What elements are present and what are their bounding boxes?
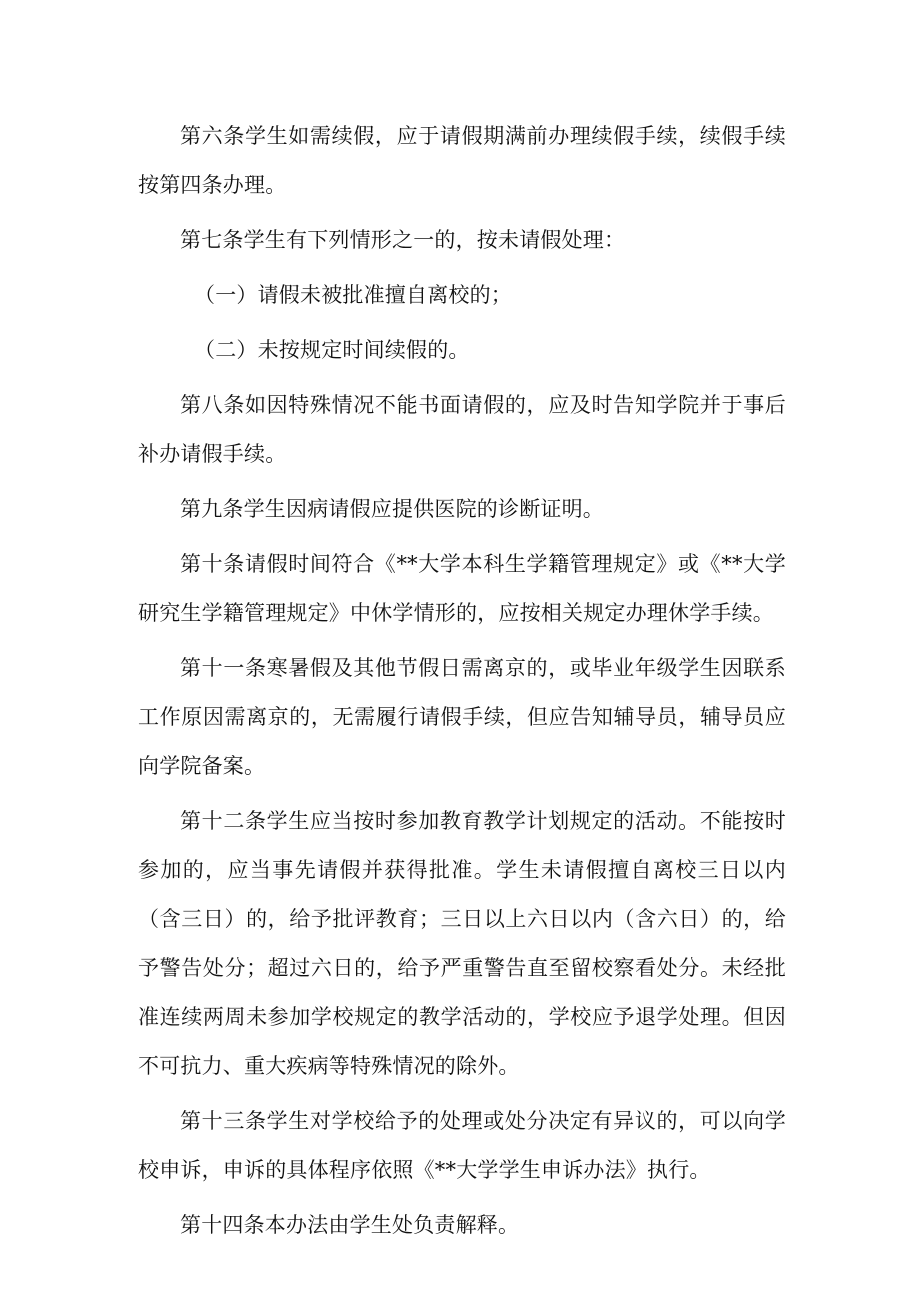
- paragraph-article-7: 第七条学生有下列情形之一的，按未请假处理：: [180, 228, 626, 252]
- paragraph-article-12: 第十二条学生应当按时参加教育教学计划规定的活动。不能按时参加的，应当事先请假并获得批准。学生未请假擅自离校三日以内（含三日）的，给予批评教育；三日以上六日以内（含六日）的，给予警告处分；超过六日的，给予严重警告直至留校察看处分。未经批准连续两周未参加学校规定的教学活动的，学校应予退学处理。但因不可抗力、重大疾病等特殊情况的除外。: [138, 809, 786, 1078]
- paragraph-article-10: 第十条请假时间符合《**大学本科生学籍管理规定》或《**大学研究生学籍管理规定》中休学情形的，应按相关规定办理休学手续。: [138, 552, 786, 625]
- paragraph-article-11: 第十一条寒暑假及其他节假日需离京的，或毕业年级学生因联系工作原因需离京的，无需履行请假手续，但应告知辅导员，辅导员应向学院备案。: [138, 656, 786, 778]
- paragraph-article-14: 第十四条本办法由学生处负责解释。: [180, 1213, 520, 1237]
- paragraph-article-9: 第九条学生因病请假应提供医院的诊断证明。: [180, 497, 604, 521]
- paragraph-article-8: 第八条如因特殊情况不能书面请假的，应及时告知学院并于事后补办请假手续。: [138, 393, 786, 466]
- document-body: [138, 112, 786, 1256]
- paragraph-article-13: 第十三条学生对学校给予的处理或处分决定有异议的，可以向学校申诉，申诉的具体程序依照《**大学学生申诉办法》执行。: [138, 1109, 786, 1182]
- paragraph-article-7-item-2: （二）未按规定时间续假的。: [194, 338, 470, 362]
- paragraph-article-7-item-1: （一）请假未被批准擅自离校的；: [194, 283, 512, 307]
- paragraph-article-6: 第六条学生如需续假，应于请假期满前办理续假手续，续假手续按第四条办理。: [138, 124, 786, 197]
